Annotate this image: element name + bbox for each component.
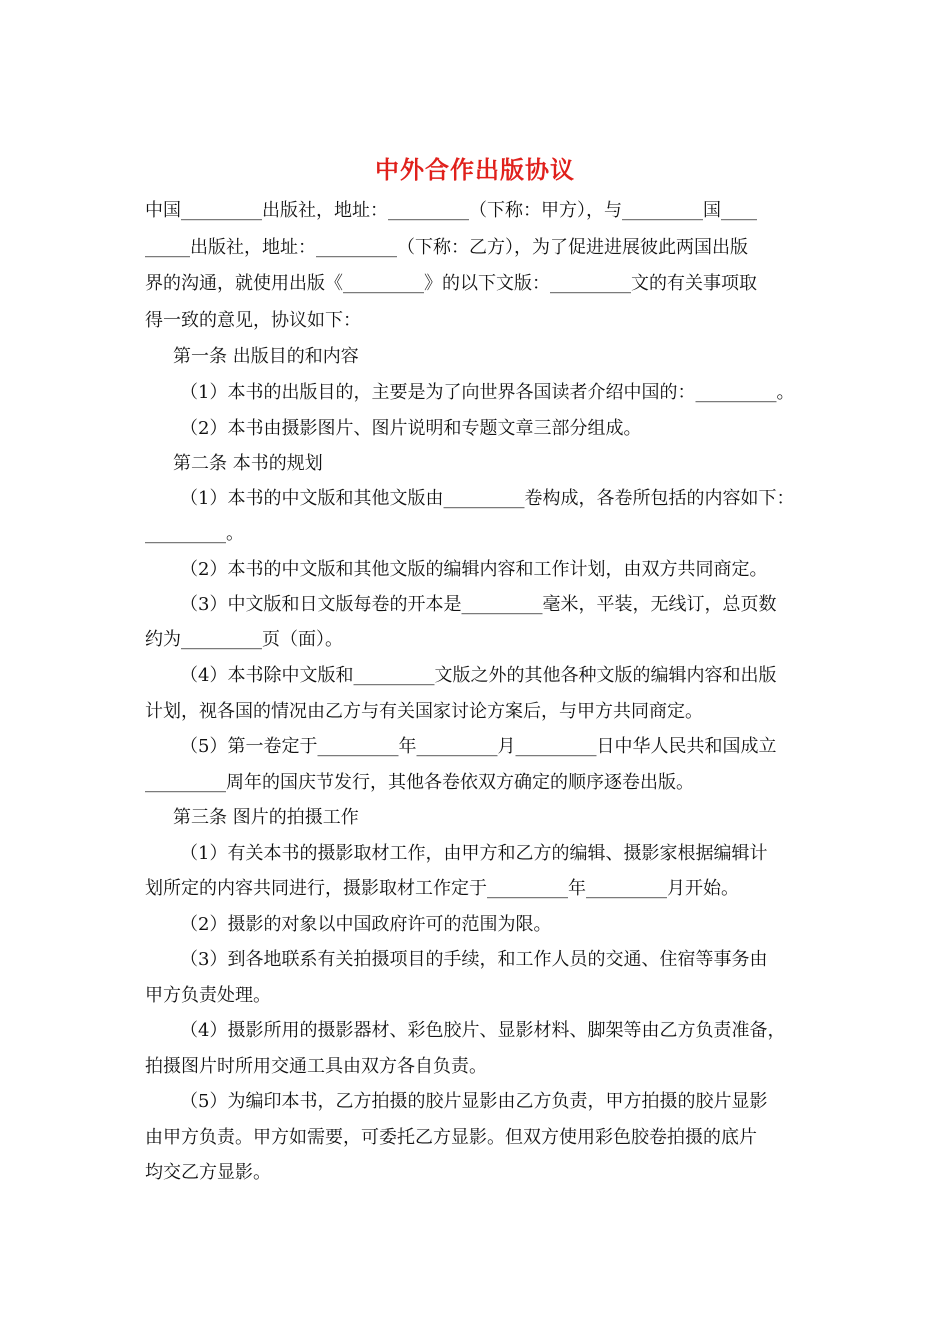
paragraph-line: 界的沟通，就使用出版《_________》的以下文版：_________文的有关事项取	[145, 273, 757, 294]
section-heading: 第一条 出版目的和内容	[173, 346, 359, 367]
paragraph-line: 得一致的意见，协议如下：	[145, 310, 361, 331]
clause-line: _________。	[145, 523, 244, 544]
clause-line: （3）中文版和日文版每卷的开本是_________毫米，平装，无线订，总页数	[180, 594, 777, 615]
clause-line: （1）有关本书的摄影取材工作，由甲方和乙方的编辑、摄影家根据编辑计	[180, 843, 768, 864]
clause-line: （1）本书的出版目的，主要是为了向世界各国读者介绍中国的：_________。	[180, 382, 795, 403]
clause-line: 拍摄图片时所用交通工具由双方各自负责。	[145, 1056, 487, 1077]
paragraph-line: 中国_________出版社，地址：_________（下称：甲方），与_________国____	[145, 200, 757, 221]
clause-line: （1）本书的中文版和其他文版由_________卷构成，各卷所包括的内容如下：	[180, 488, 795, 509]
section-heading: 第三条 图片的拍摄工作	[173, 807, 359, 828]
paragraph-line: _____出版社，地址：_________（下称：乙方），为了促进进展彼此两国出版	[145, 237, 748, 258]
clause-line: （3）到各地联系有关拍摄项目的手续，和工作人员的交通、住宿等事务由	[180, 949, 768, 970]
clause-line: 甲方负责处理。	[145, 985, 271, 1006]
clause-line: _________周年的国庆节发行，其他各卷依双方确定的顺序逐卷出版。	[145, 772, 694, 793]
clause-line: 计划，视各国的情况由乙方与有关国家讨论方案后，与甲方共同商定。	[145, 701, 703, 722]
clause-line: （5）为编印本书，乙方拍摄的胶片显影由乙方负责，甲方拍摄的胶片显影	[180, 1091, 768, 1112]
clause-line: （2）摄影的对象以中国政府许可的范围为限。	[180, 914, 552, 935]
section-heading: 第二条 本书的规划	[173, 453, 323, 474]
document-title: 中外合作出版协议	[375, 155, 575, 184]
clause-line: 均交乙方显影。	[145, 1162, 271, 1183]
clause-line: （4）本书除中文版和_________文版之外的其他各种文版的编辑内容和出版	[180, 665, 777, 686]
clause-line: （2）本书由摄影图片、图片说明和专题文章三部分组成。	[180, 418, 642, 439]
clause-line: （5）第一卷定于_________年_________月_________日中华人民共和国成立	[180, 736, 777, 757]
clause-line: 约为_________页（面）。	[145, 629, 343, 650]
clause-line: （2）本书的中文版和其他文版的编辑内容和工作计划，由双方共同商定。	[180, 559, 768, 580]
clause-line: 划所定的内容共同进行，摄影取材工作定于_________年_________月开始。	[145, 878, 739, 899]
clause-line: （4）摄影所用的摄影器材、彩色胶片、显影材料、脚架等由乙方负责准备，	[180, 1020, 786, 1041]
clause-line: 由甲方负责。甲方如需要，可委托乙方显影。但双方使用彩色胶卷拍摄的底片	[145, 1127, 757, 1148]
